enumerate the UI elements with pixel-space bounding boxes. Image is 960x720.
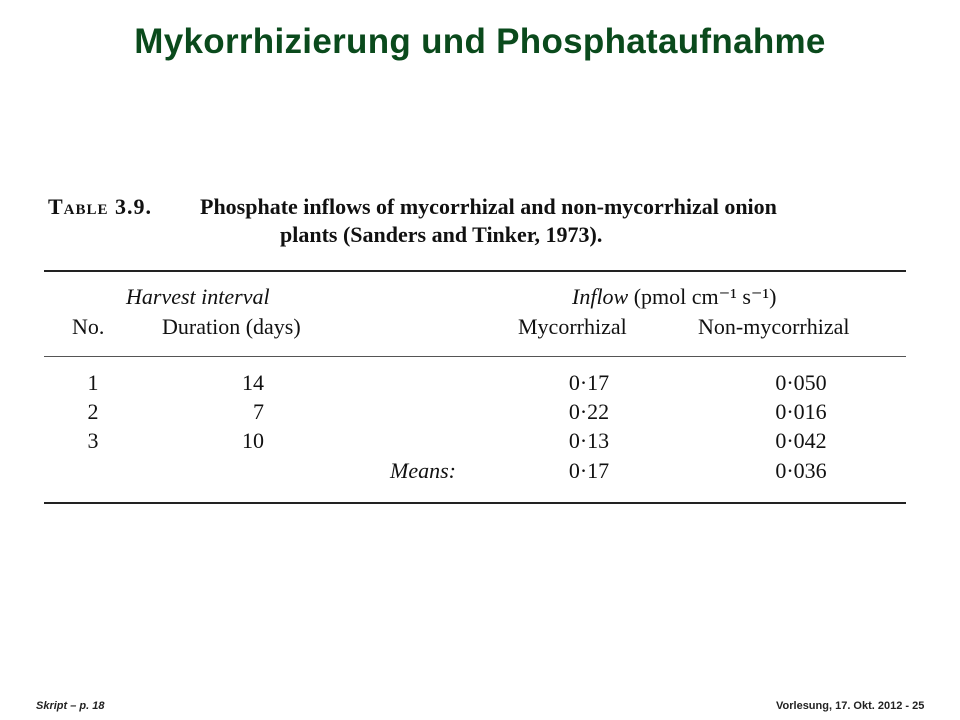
row-mycorrhizal: 0·17 — [568, 370, 610, 395]
col-header-mycorrhizal: Mycorrhizal — [518, 314, 627, 339]
row-duration: 14 — [242, 370, 264, 395]
col-header-no: No. — [72, 314, 105, 339]
row-duration: 7 — [253, 399, 264, 424]
table-caption-line1: Phosphate inflows of mycorrhizal and non-mycorrhizal onion — [200, 194, 777, 219]
row-non-mycorrhizal: 0·050 — [775, 370, 827, 395]
means-non-mycorrhizal: 0·036 — [775, 458, 827, 483]
row-mycorrhizal: 0·13 — [568, 428, 610, 453]
slide-title: Mykorrhizierung und Phosphataufnahme — [134, 22, 826, 61]
inflow-label: Inflow — [572, 284, 629, 309]
col-header-duration: Duration (days) — [162, 314, 301, 339]
row-non-mycorrhizal: 0·042 — [775, 428, 827, 453]
row-non-mycorrhizal: 0·016 — [775, 399, 827, 424]
row-no: 2 — [87, 399, 99, 424]
inflow-header — [572, 284, 776, 310]
row-duration: 10 — [242, 428, 264, 453]
table-label: Table 3.9. — [48, 194, 153, 219]
top-rule — [44, 270, 906, 272]
footer-script-reference: Skript – p. 18 — [36, 700, 105, 712]
row-no: 1 — [87, 370, 99, 395]
footer-lecture-info: Vorlesung, 17. Okt. 2012 - 25 — [776, 700, 925, 712]
table-caption-line2: plants (Sanders and Tinker, 1973). — [280, 222, 603, 247]
bottom-rule — [44, 502, 906, 504]
row-no: 3 — [87, 428, 99, 453]
means-label: Means: — [390, 458, 456, 483]
col-header-non-mycorrhizal: Non-mycorrhizal — [698, 314, 850, 339]
inflow-unit: (pmol cm⁻¹ s⁻¹) — [633, 284, 777, 309]
header-rule — [44, 356, 906, 357]
harvest-interval-header: Harvest interval — [126, 284, 270, 309]
row-mycorrhizal: 0·22 — [568, 399, 610, 424]
means-mycorrhizal: 0·17 — [568, 458, 610, 483]
